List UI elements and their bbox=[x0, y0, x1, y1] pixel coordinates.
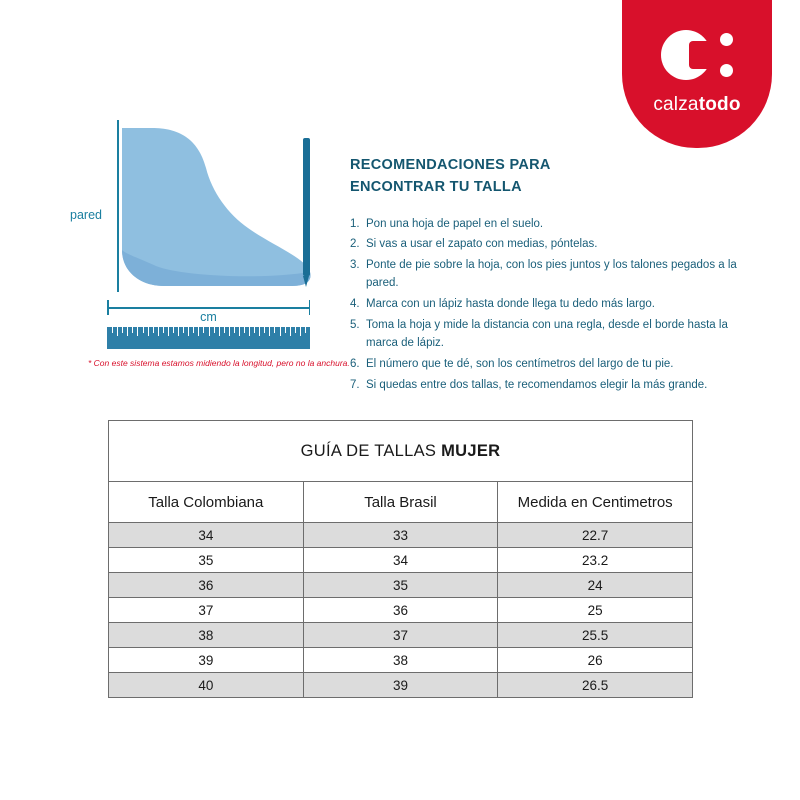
ruler-tick bbox=[127, 327, 128, 336]
table-row bbox=[109, 648, 693, 673]
recommendations-title-line1: RECOMENDACIONES PARA bbox=[350, 157, 551, 173]
ruler-tick bbox=[219, 327, 220, 336]
ruler-tick bbox=[259, 327, 260, 336]
recommendation-item: Si vas a usar el zapato con medias, póntelas. bbox=[366, 238, 598, 251]
pencil-icon bbox=[303, 138, 310, 276]
ruler-tick bbox=[148, 327, 149, 336]
ruler-tick bbox=[249, 327, 250, 336]
table-title-bold: MUJER bbox=[441, 441, 501, 460]
table-cell: 38 bbox=[109, 623, 304, 648]
foot-illustration-icon bbox=[60, 120, 340, 300]
ruler-tick bbox=[173, 327, 174, 333]
ruler-tick bbox=[158, 327, 159, 336]
table-cell: 34 bbox=[303, 548, 498, 573]
ruler-tick bbox=[203, 327, 204, 333]
ruler-tick bbox=[300, 327, 301, 336]
table-cell: 35 bbox=[303, 573, 498, 598]
table-title bbox=[109, 421, 693, 482]
logo-c-shape bbox=[661, 30, 711, 80]
ruler-tick bbox=[280, 327, 281, 336]
ruler-tick bbox=[305, 327, 306, 333]
table-cell: 36 bbox=[303, 598, 498, 623]
brand-wordmark bbox=[653, 94, 740, 116]
measure-unit-label: cm bbox=[200, 310, 217, 324]
table-row bbox=[109, 573, 693, 598]
table-cell: 24 bbox=[498, 573, 693, 598]
table-cell: 25.5 bbox=[498, 623, 693, 648]
ruler-tick bbox=[239, 327, 240, 336]
recommendations-section bbox=[350, 155, 750, 396]
ruler-tick bbox=[274, 327, 275, 333]
recommendation-item: Toma la hoja y mide la distancia con una regla, desde el borde hasta la marca de lápiz. bbox=[366, 318, 728, 350]
ruler-tick bbox=[117, 327, 118, 336]
ruler-tick bbox=[112, 327, 113, 333]
table-cell: 25 bbox=[498, 598, 693, 623]
ruler-tick bbox=[254, 327, 255, 333]
ruler-tick bbox=[137, 327, 138, 336]
ruler-tick bbox=[214, 327, 215, 333]
ruler-icon bbox=[107, 327, 310, 349]
table-cell: 36 bbox=[109, 573, 304, 598]
wall-label: pared bbox=[70, 208, 102, 222]
logo-mark-icon bbox=[661, 26, 733, 84]
recommendation-item: Pon una hoja de papel en el suelo. bbox=[366, 217, 544, 230]
ruler-tick bbox=[264, 327, 265, 333]
table-cell: 40 bbox=[109, 673, 304, 698]
recommendation-item: El número que te dé, son los centímetros del largo de tu pie. bbox=[366, 357, 674, 370]
ruler-tick bbox=[269, 327, 270, 336]
table-row bbox=[109, 673, 693, 698]
table-cell: 26 bbox=[498, 648, 693, 673]
table-body bbox=[109, 523, 693, 698]
table-title-normal: GUÍA DE TALLAS bbox=[300, 441, 442, 460]
foot-measurement-diagram bbox=[60, 120, 350, 395]
ruler-tick bbox=[285, 327, 286, 333]
ruler-tick bbox=[295, 327, 296, 333]
recommendations-title bbox=[350, 155, 750, 199]
recommendation-item: Marca con un lápiz hasta donde llega tu dedo más largo. bbox=[366, 298, 655, 310]
ruler-tick bbox=[209, 327, 210, 336]
table-cell: 37 bbox=[109, 598, 304, 623]
size-guide-table bbox=[108, 420, 693, 698]
ruler-tick bbox=[234, 327, 235, 333]
brand-name-light: calza bbox=[653, 94, 699, 115]
ruler-tick bbox=[153, 327, 154, 333]
table-cell: 23.2 bbox=[498, 548, 693, 573]
logo-dot-bottom bbox=[720, 64, 733, 77]
brand-logo-badge bbox=[622, 0, 772, 148]
table-column-header: Talla Colombiana bbox=[109, 482, 304, 523]
table-cell: 39 bbox=[303, 673, 498, 698]
recommendation-item: Ponte de pie sobre la hoja, con los pies juntos y los talones pegados a la pared. bbox=[366, 258, 737, 290]
table-row bbox=[109, 523, 693, 548]
table-row bbox=[109, 598, 693, 623]
table-column-header: Talla Brasil bbox=[303, 482, 498, 523]
table-cell: 35 bbox=[109, 548, 304, 573]
ruler-tick bbox=[244, 327, 245, 333]
ruler-tick bbox=[168, 327, 169, 336]
dimension-bar bbox=[107, 307, 310, 309]
table-row bbox=[109, 548, 693, 573]
table-cell: 37 bbox=[303, 623, 498, 648]
recommendations-list bbox=[350, 215, 750, 395]
ruler-tick bbox=[224, 327, 225, 333]
brand-name-bold: todo bbox=[698, 94, 741, 115]
ruler-tick bbox=[163, 327, 164, 333]
ruler-tick bbox=[132, 327, 133, 333]
recommendation-item: Si quedas entre dos tallas, te recomendamos elegir la más grande. bbox=[366, 378, 708, 391]
length-dimension bbox=[107, 300, 310, 326]
table-cell: 39 bbox=[109, 648, 304, 673]
diagram-footnote: * Con este sistema estamos midiendo la longitud, pero no la anchura. bbox=[88, 358, 350, 368]
ruler-tick bbox=[193, 327, 194, 333]
table-header-row bbox=[109, 482, 693, 523]
ruler-tick bbox=[122, 327, 123, 333]
logo-colon-dots bbox=[720, 33, 733, 77]
table-cell: 38 bbox=[303, 648, 498, 673]
table-cell: 26.5 bbox=[498, 673, 693, 698]
ruler-tick bbox=[229, 327, 230, 336]
ruler-tick bbox=[290, 327, 291, 336]
ruler-tick bbox=[143, 327, 144, 333]
logo-dot-top bbox=[720, 33, 733, 46]
table-cell: 22.7 bbox=[498, 523, 693, 548]
recommendations-title-line2: ENCONTRAR TU TALLA bbox=[350, 178, 522, 195]
table-column-header: Medida en Centimetros bbox=[498, 482, 693, 523]
table-cell: 33 bbox=[303, 523, 498, 548]
table-row bbox=[109, 623, 693, 648]
ruler-tick bbox=[178, 327, 179, 336]
table-cell: 34 bbox=[109, 523, 304, 548]
ruler-tick bbox=[198, 327, 199, 336]
ruler-tick bbox=[183, 327, 184, 333]
ruler-tick bbox=[188, 327, 189, 336]
